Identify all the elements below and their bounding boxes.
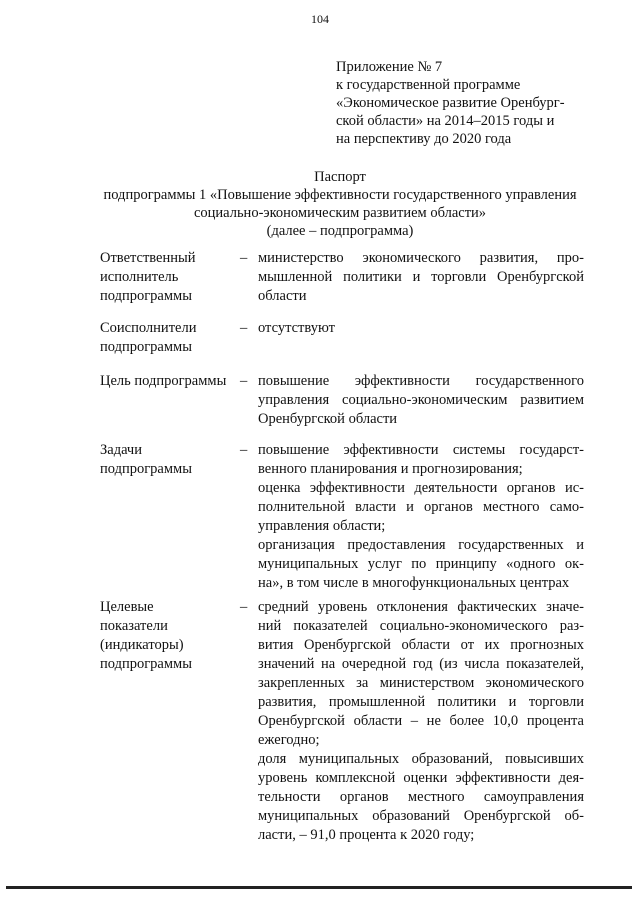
label-line: Целевые <box>100 599 154 615</box>
label-line: исполнитель <box>100 269 179 285</box>
row-dash: – <box>240 373 248 389</box>
row-dash: – <box>240 442 248 458</box>
row-value <box>258 372 584 429</box>
appendix-line: ской области» на 2014–2015 годы и <box>336 113 555 129</box>
value-line: министерство экономического развития, про- <box>258 250 584 266</box>
value-line: оценка эффективности деятельности органов ис- <box>258 480 584 496</box>
row-dash: – <box>240 320 248 336</box>
label-line: Задачи <box>100 442 142 458</box>
label-line: подпрограммы <box>100 339 192 355</box>
row-value <box>258 319 584 338</box>
label-line: Ответственный <box>100 250 196 266</box>
value-line: ласти, – 91,0 процента к 2020 году; <box>258 827 475 843</box>
appendix-line: на перспективу до 2020 года <box>336 131 512 147</box>
scan-bottom-edge <box>6 886 632 889</box>
label-line: Цель подпрограммы <box>100 373 227 389</box>
title-line: подпрограммы 1 «Повышение эффективности государственного управления <box>103 187 577 203</box>
row-value <box>258 598 584 845</box>
value-line: Оренбургской области – не более 10,0 процента <box>258 713 584 729</box>
value-line: венного планирования и прогнозирования; <box>258 461 523 477</box>
row-dash: – <box>240 599 248 615</box>
value-line: мышленной политики и торговли Оренбургской <box>258 269 584 285</box>
value-line: развития, промышленной политики и торговли <box>258 694 584 710</box>
value-line: закрепленных за министерством экономического <box>258 675 584 691</box>
value-line: значений на очередной год (из числа показателей, <box>258 656 584 672</box>
value-line: полнительной власти и органов местного само- <box>258 499 584 515</box>
label-line: показатели <box>100 618 168 634</box>
value-line: вития Оренбургской области от их прогнозных <box>258 637 584 653</box>
value-line: на», в том числе в многофункциональных центрах <box>258 575 570 591</box>
value-line: управления социально-экономическим развитием <box>258 392 584 408</box>
row-dash: – <box>240 250 248 266</box>
passport-title <box>60 168 620 240</box>
value-line: организация предоставления государственных и <box>258 537 584 553</box>
row-label <box>100 372 240 391</box>
value-line: отсутствуют <box>258 320 335 336</box>
value-line: доля муниципальных образований, повысивших <box>258 751 584 767</box>
value-line: муниципальных услуг по принципу «одного ок- <box>258 556 584 572</box>
value-line: ний показателей социально-экономического раз- <box>258 618 584 634</box>
title-line: (далее – подпрограмма) <box>266 223 414 239</box>
value-line: уровень комплексной оценки эффективности дея- <box>258 770 584 786</box>
value-line: области <box>258 288 307 304</box>
label-line: Соисполнители <box>100 320 197 336</box>
label-line: подпрограммы <box>100 461 192 477</box>
appendix-line: к государственной программе <box>336 77 521 93</box>
title-line: Паспорт <box>314 169 366 185</box>
title-line: социально-экономическим развитием области» <box>193 205 487 221</box>
appendix-heading <box>336 58 616 148</box>
value-line: средний уровень отклонения фактических значе- <box>258 599 584 615</box>
row-label <box>100 249 240 306</box>
appendix-line: Приложение № 7 <box>336 59 443 75</box>
appendix-line: «Экономическое развитие Оренбург- <box>336 95 565 111</box>
row-value <box>258 249 584 306</box>
value-line: тельности органов местного самоуправления <box>258 789 584 805</box>
value-line: повышение эффективности системы государст- <box>258 442 584 458</box>
value-line: Оренбургской области <box>258 411 398 427</box>
row-label <box>100 598 240 674</box>
value-line: муниципальных образований Оренбургской об- <box>258 808 584 824</box>
row-value <box>258 441 584 593</box>
label-line: подпрограммы <box>100 656 192 672</box>
value-line: управления области; <box>258 518 386 534</box>
label-line: подпрограммы <box>100 288 192 304</box>
row-label <box>100 441 240 479</box>
page-number: 104 <box>311 12 329 26</box>
value-line: повышение эффективности государственного <box>258 373 584 389</box>
value-line: ежегодно; <box>258 732 320 748</box>
label-line: (индикаторы) <box>100 637 184 653</box>
row-label <box>100 319 240 357</box>
